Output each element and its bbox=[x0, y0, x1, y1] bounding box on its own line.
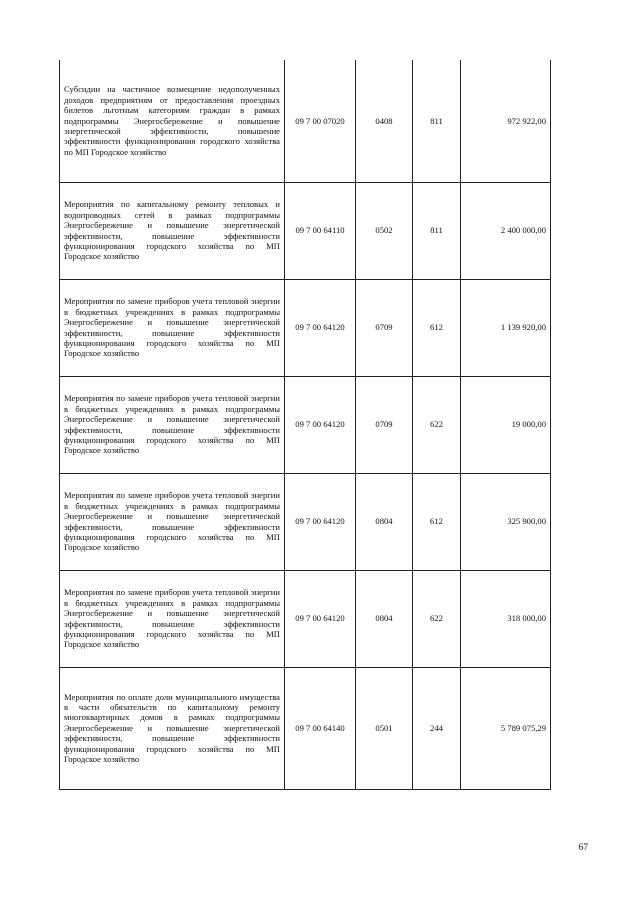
row-target-code: 09 7 00 07020 bbox=[285, 60, 356, 182]
row-description: Мероприятия по оплате доли муниципального имущества в части обязательств по капитальному ремонту многоквартирных домов в рамках подпрограммы Энергосбережение и повышение энергетической эффективности, повышение эффективности функционирования городского хозяйства по МП Городское хозяйство bbox=[60, 667, 285, 789]
row-section-code: 0804 bbox=[356, 473, 413, 570]
row-expense-type: 811 bbox=[413, 60, 461, 182]
row-amount: 318 000,00 bbox=[461, 570, 551, 667]
row-amount: 5 789 075,29 bbox=[461, 667, 551, 789]
budget-table bbox=[59, 60, 551, 790]
row-amount: 972 922,00 bbox=[461, 60, 551, 182]
row-expense-type: 622 bbox=[413, 376, 461, 473]
table-row bbox=[60, 376, 551, 473]
row-description: Мероприятия по замене приборов учета тепловой энергии в бюджетных учреждениях в рамках подпрограммы Энергосбережение и повышение энергетической эффективности, повышение эффективности функционирования городского хозяйства по МП Городское хозяйство bbox=[60, 473, 285, 570]
row-section-code: 0408 bbox=[356, 60, 413, 182]
row-target-code: 09 7 00 64120 bbox=[285, 570, 356, 667]
page-number: 67 bbox=[578, 843, 588, 853]
row-target-code: 09 7 00 64110 bbox=[285, 182, 356, 279]
table-row bbox=[60, 60, 551, 182]
row-target-code: 09 7 00 64120 bbox=[285, 376, 356, 473]
row-description: Мероприятия по замене приборов учета тепловой энергии в бюджетных учреждениях в рамках подпрограммы Энергосбережение и повышение энергетической эффективности, повышение эффективности функционирования городского хозяйства по МП Городское хозяйство bbox=[60, 376, 285, 473]
table-row bbox=[60, 182, 551, 279]
row-amount: 1 139 920,00 bbox=[461, 279, 551, 376]
table-row bbox=[60, 279, 551, 376]
row-expense-type: 811 bbox=[413, 182, 461, 279]
row-expense-type: 622 bbox=[413, 570, 461, 667]
row-target-code: 09 7 00 64140 bbox=[285, 667, 356, 789]
row-section-code: 0709 bbox=[356, 279, 413, 376]
row-description: Мероприятия по капитальному ремонту тепловых и водопроводных сетей в рамках подпрограммы Энергосбережение и повышение энергетической эффективности, повышение эффективности функционирования городского хозяйства по МП Городское хозяйство bbox=[60, 182, 285, 279]
row-description: Мероприятия по замене приборов учета тепловой энергии в бюджетных учреждениях в рамках подпрограммы Энергосбережение и повышение энергетической эффективности, повышение эффективности функционирования городского хозяйства по МП Городское хозяйство bbox=[60, 279, 285, 376]
row-expense-type: 244 bbox=[413, 667, 461, 789]
row-section-code: 0709 bbox=[356, 376, 413, 473]
row-section-code: 0804 bbox=[356, 570, 413, 667]
row-expense-type: 612 bbox=[413, 473, 461, 570]
table-row bbox=[60, 570, 551, 667]
table-row bbox=[60, 473, 551, 570]
row-section-code: 0501 bbox=[356, 667, 413, 789]
row-amount: 2 400 000,00 bbox=[461, 182, 551, 279]
table-row bbox=[60, 667, 551, 789]
row-target-code: 09 7 00 64120 bbox=[285, 279, 356, 376]
row-description: Субсидии на частичное возмещение недополученных доходов предприятиям от предоставления проездных билетов льготным категориям граждан в рамках подпрограммы Энергосбережение и повышение энергетической эффективности, повышение эффективности функционирования городского хозяйства по МП Городское хозяйство bbox=[60, 60, 285, 182]
row-target-code: 09 7 00 64120 bbox=[285, 473, 356, 570]
row-amount: 19 000,00 bbox=[461, 376, 551, 473]
row-expense-type: 612 bbox=[413, 279, 461, 376]
row-description: Мероприятия по замене приборов учета тепловой энергии в бюджетных учреждениях в рамках подпрограммы Энергосбережение и повышение энергетической эффективности, повышение эффективности функционирования городского хозяйства по МП Городское хозяйство bbox=[60, 570, 285, 667]
row-amount: 325 900,00 bbox=[461, 473, 551, 570]
row-section-code: 0502 bbox=[356, 182, 413, 279]
